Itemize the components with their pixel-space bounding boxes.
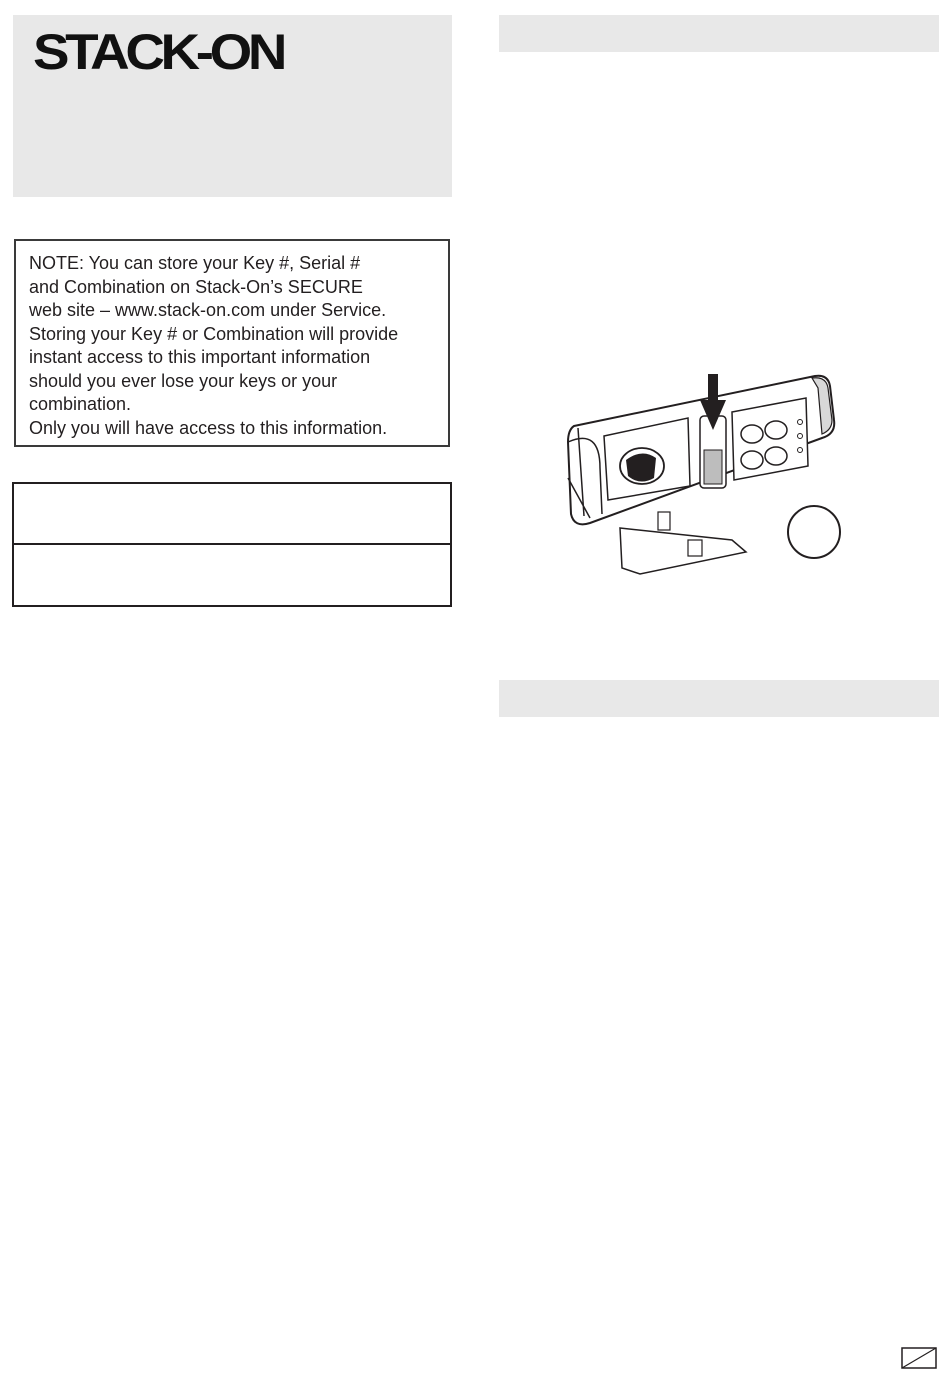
note-box	[14, 239, 450, 447]
safe-lock-panel-illustration	[560, 368, 850, 583]
section-header-bar-2	[499, 680, 939, 717]
section-header-bar-1	[499, 15, 939, 52]
blank-field-box-1	[12, 482, 452, 545]
header-panel	[13, 15, 452, 197]
note-text: NOTE: You can store your Key #, Serial # and Combination on Stack-On’s SECURE web site – www.stack-on.com under Service. Storing your Key # or Combination will provide instant access to this important information should you ever lose your keys or your combination. Only you will have access to this information.	[29, 253, 399, 438]
blank-field-box-2	[12, 543, 452, 607]
page-corner-mark	[901, 1347, 937, 1369]
svg-text:STACK-ON: STACK-ON	[33, 27, 284, 73]
stack-on-logo	[33, 27, 285, 73]
